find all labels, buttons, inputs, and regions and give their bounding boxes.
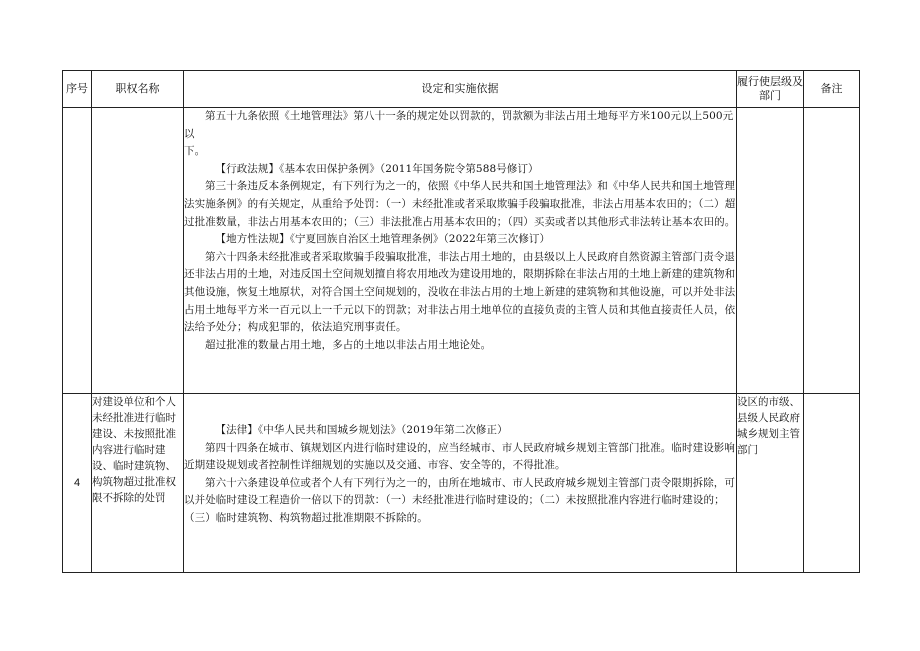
law-citation: 【法律】《中华人民共和国城乡规划法》（2019年第二次修正） bbox=[215, 424, 508, 436]
basis-paragraph: 超过批准的数量占用土地，多占的土地以非法占用土地论处。 bbox=[205, 338, 492, 351]
remarks bbox=[804, 108, 860, 394]
basis-paragraph: 第四十四条在城市、镇规划区内进行临时建设的，应当经城市、市人民政府城乡规划主管部门批准。临时建设影响近期建设规划或者控制性详细规划的实施以及交通、市容、安全等的，不得批准。 bbox=[184, 441, 735, 472]
basis-paragraph: 第五十九条依照《土地管理法》第八十一条的规定处以罚款的，罚款额为非法占用土地每平方米100元以上500元以 bbox=[184, 110, 734, 140]
basis-paragraph: 第六十四条未经批准或者采取欺骗手段骗取批准，非法占用土地的，由县级以上人民政府自然资源主管部门责令退还非法占用的土地，对违反国土空间规划擅自将农用地改为建设用地的，限期拆除在非法占用的土地上新建的建筑物和其他设施，恢复土地原状，对符合国土空间规划的，没收在非法占用的土地上新建的建筑物和其他设施，可以并处非法占用土地每平方米一百元以上一千元以下的罚款；对非法占用土地单位的直接负责的主管人员和其他直接责任人员，依法给予处分；构成犯罪的，依法追究刑事责任。 bbox=[184, 250, 736, 334]
header-level: 履行使层级及部门 bbox=[737, 71, 804, 108]
table-row bbox=[63, 394, 860, 573]
basis-paragraph: 第六十六条建设单位或者个人有下列行为之一的，由所在地城市、市人民政府城乡规划主管部门责令限期拆除，可以并处临时建设工程造价一倍以下的罚款：（一）未经批准进行临时建设的；（二）未按照批准内容进行临时建设的；（三）临时建筑物、构筑物超过批准期限不拆除的。 bbox=[184, 476, 735, 524]
authority-name bbox=[92, 108, 184, 394]
legal-basis bbox=[184, 108, 737, 394]
header-note: 备注 bbox=[804, 71, 860, 108]
legal-basis bbox=[184, 394, 737, 573]
table-header-row bbox=[63, 71, 860, 108]
authority-table bbox=[62, 70, 860, 573]
table-row bbox=[63, 108, 860, 394]
law-citation: 【行政法规】《基本农田保护条例》（2011年国务院令第588号修订） bbox=[215, 162, 539, 175]
header-basis: 设定和实施依据 bbox=[184, 71, 737, 108]
row-number bbox=[63, 108, 92, 394]
basis-paragraph: 下。 bbox=[184, 145, 206, 158]
authority-name: 对建设单位和个人未经批准进行临时建设、未按照批准内容进行临时建设、临时建筑物、构筑物超过批准权限不拆除的处罚 bbox=[92, 394, 184, 573]
responsible-level: 设区的市级、县级人民政府城乡规划主管部门 bbox=[737, 394, 804, 573]
responsible-level bbox=[737, 108, 804, 394]
header-name: 职权名称 bbox=[92, 71, 184, 108]
law-citation: 【地方性法规】《宁夏回族自治区土地管理条例》（2022年第三次修订） bbox=[215, 233, 551, 246]
basis-paragraph: 第三十条违反本条例规定，有下列行为之一的，依照《中华人民共和国土地管理法》和《中华人民共和国土地管理法实施条例》的有关规定，从重给予处罚：（一）未经批准或者采取欺骗手段骗取批准，非法占用基本农田的；（二）超过批准数量，非法占用基本农田的；（三）非法批准占用基本农田的；（四）买卖或者以其他形式非法转让基本农田的。 bbox=[184, 180, 736, 228]
remarks bbox=[804, 394, 860, 573]
row-number: 4 bbox=[63, 394, 92, 573]
header-no: 序号 bbox=[63, 71, 92, 108]
